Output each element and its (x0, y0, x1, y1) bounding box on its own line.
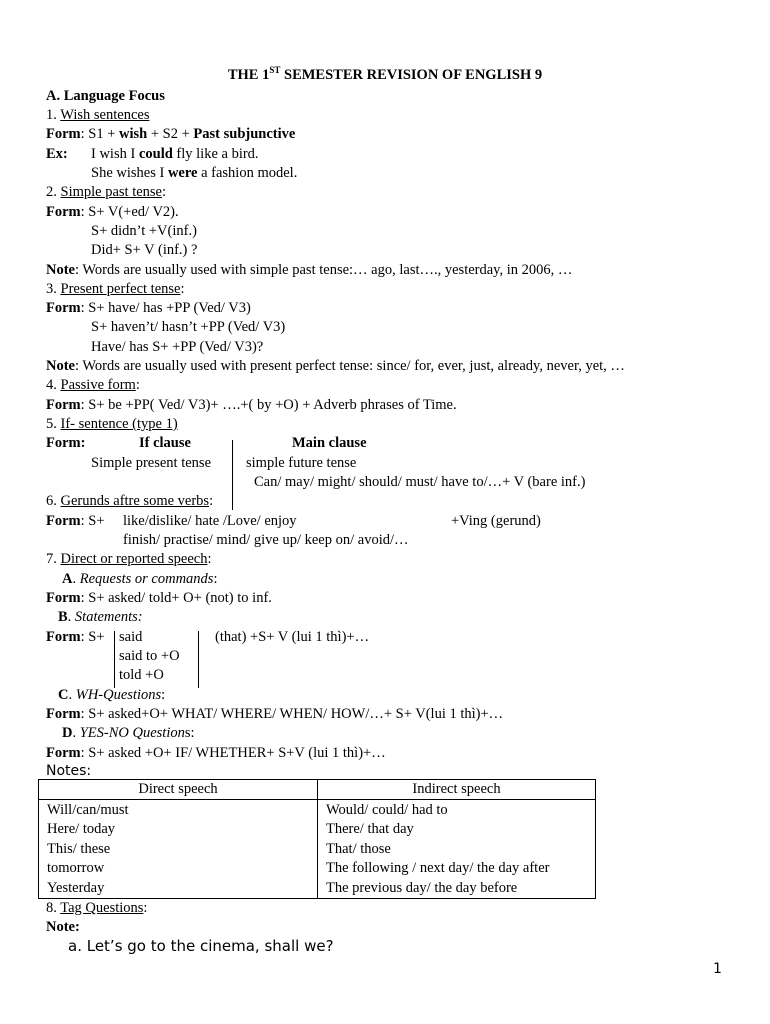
indirect-column (318, 800, 596, 899)
s1-ex1-a: I wish I (91, 146, 139, 162)
s1-heading (46, 106, 149, 125)
s7-d-form-label: Form (46, 745, 81, 761)
s2-heading (46, 183, 166, 202)
s6-verbs-2: finish/ practise/ mind/ give up/ keep on/ avoid/… (123, 532, 409, 548)
indirect-item: The previous day/ the day before (326, 879, 518, 896)
s7-heading (46, 550, 211, 569)
s5-divider (232, 440, 233, 510)
s8-colon: : (143, 900, 148, 916)
s7-b-left-bracket (114, 631, 115, 688)
s4-form-label: Form (46, 397, 81, 413)
s7-c-form (46, 705, 503, 724)
s6-title: Gerunds aftre some verbs (60, 493, 210, 509)
s5-main-2: Can/ may/ might/ should/ must/ have to/…+ V (bare inf.) (254, 474, 586, 490)
page-title (0, 66, 770, 85)
s7-b-form-label: Form (46, 629, 81, 645)
s6-num: 6. (46, 493, 61, 509)
s1-ex2-c: a fashion model. (197, 165, 298, 181)
section-a-heading-text: A. Language Focus (46, 88, 165, 104)
s7-num: 7. (46, 551, 61, 567)
direct-item: Will/can/must (47, 802, 129, 818)
s1-example-1 (91, 145, 259, 164)
direct-item: Yesterday (47, 879, 105, 896)
direct-column (39, 800, 318, 899)
s7-colon: : (207, 551, 212, 567)
s6-f-a: : S+ (80, 513, 105, 529)
s5-form-label-text: Form: (46, 435, 86, 451)
s6-verbs-1: like/dislike/ hate /Love/ enjoy (123, 513, 297, 529)
s6-ving: +Ving (gerund) (451, 513, 541, 529)
s1-form-a: : S1 + (80, 126, 120, 142)
s1-ex2-a: She wishes I (91, 165, 168, 181)
direct-item: Here/ today (47, 821, 116, 838)
s2-form-label: Form (46, 204, 81, 220)
s1-ex2-b: were (167, 165, 198, 181)
direct-item: This/ these (47, 840, 111, 857)
s1-form-d: Past subjunctive (193, 126, 296, 142)
s8-heading (46, 899, 147, 918)
table-header-row (39, 780, 596, 800)
s4-heading (46, 376, 140, 395)
s1-ex1-c: fly like a bird. (172, 146, 259, 162)
table-header-indirect: Indirect speech (318, 780, 596, 800)
s8-item-a: a. Let’s go to the cinema, shall we? (68, 937, 334, 955)
s3-heading (46, 280, 185, 299)
s7-a-heading: A. Requests or commands: (62, 571, 218, 587)
s1-form-b: wish (119, 126, 148, 142)
s6-form-label-text: Form (46, 513, 81, 529)
s4-form (46, 396, 457, 415)
s8-title: Tag Questions (60, 900, 144, 916)
s7-d-form (46, 744, 386, 763)
s6-heading (46, 492, 213, 511)
s7-c-form-label: Form (46, 706, 81, 722)
s8-note-label (46, 918, 80, 937)
s7-b-said-to: said to +O (119, 648, 180, 664)
s5-if-clause-heading (139, 434, 191, 453)
s8-num: 8. (46, 900, 61, 916)
indirect-item: Would/ could/ had to (326, 802, 448, 818)
page-number: 1 (713, 961, 722, 977)
s2-form-3: Did+ S+ V (inf.) ? (91, 242, 198, 258)
s2-form-1 (46, 203, 179, 222)
s4-f1: : S+ be +PP( Ved/ V3)+ ….+( by +O) + Adverb phrases of Time. (80, 397, 457, 413)
s3-note-label: Note (46, 358, 75, 374)
s1-ex-label-text: Ex: (46, 146, 68, 162)
s5-form-label (46, 434, 85, 453)
s7-b-label: B (58, 609, 68, 625)
speech-table (38, 779, 596, 899)
s5-main-clause-heading (292, 434, 367, 453)
s3-f1: : S+ have/ has +PP (Ved/ V3) (80, 300, 251, 316)
s3-form-label: Form (46, 300, 81, 316)
s2-note-label: Note (46, 262, 75, 278)
s5-heading (46, 415, 178, 434)
s7-d-suffix: s (184, 725, 191, 741)
s3-num: 3. (46, 281, 61, 297)
s7-a-title: Requests or commands (79, 571, 214, 587)
s1-title: Wish sentences (60, 107, 150, 123)
s7-d-form-text: : S+ asked +O+ IF/ WHETHER+ S+V (lui 1 thì)+… (80, 745, 386, 761)
s2-title: Simple past tense (60, 184, 162, 200)
s5-main-clause-text: Main clause (292, 435, 367, 451)
s7-title: Direct or reported speech (60, 551, 208, 567)
s1-form-c: + S2 + (147, 126, 194, 142)
s7-b-that-clause: (that) +S+ V (lui 1 thì)+… (215, 629, 370, 645)
s6-colon: : (209, 493, 214, 509)
s5-num: 5. (46, 416, 61, 432)
s7-c-label: C (58, 687, 69, 703)
s3-form-3: Have/ has S+ +PP (Ved/ V3)? (91, 339, 264, 355)
s7-b-said: said (119, 629, 143, 645)
s1-example-2 (91, 164, 297, 183)
s5-if-clause-text: If clause (139, 435, 191, 451)
s7-d-heading: D. YES-NO Questions: (62, 725, 195, 741)
s3-colon: : (180, 281, 185, 297)
s7-c-heading: C. WH-Questions: (58, 687, 166, 703)
s2-colon: : (162, 184, 167, 200)
s8-note-label-text: Note: (46, 919, 80, 935)
s4-title: Passive form (60, 377, 136, 393)
s1-num: 1. (46, 107, 61, 123)
s7-a-form-label: Form (46, 590, 81, 606)
title-superscript: ST (269, 65, 281, 75)
s4-num: 4. (46, 377, 61, 393)
s2-form-2: S+ didn’t +V(inf.) (91, 223, 197, 239)
s7-a-label: A (62, 571, 73, 587)
s2-note-text: : Words are usually used with simple past tense:… ago, last…., yesterday, in 2006, … (75, 262, 573, 278)
title-part-1: THE 1 (227, 67, 270, 83)
s2-f1: : S+ V(+ed/ V2). (80, 204, 179, 220)
table-header-direct: Direct speech (39, 780, 318, 800)
s2-num: 2. (46, 184, 61, 200)
s7-b-form-a: : S+ (80, 629, 105, 645)
s5-main-1: simple future tense (246, 455, 357, 471)
s7-b-heading: B. Statements: (58, 609, 143, 625)
s7-a-form (46, 589, 272, 608)
title-part-2: SEMESTER REVISION OF ENGLISH 9 (280, 67, 543, 83)
s2-note (46, 261, 572, 280)
s7-a-form-text: : S+ asked/ told+ O+ (not) to inf. (80, 590, 272, 606)
s6-form-label (46, 512, 105, 531)
s5-title: If- sentence (type 1) (60, 416, 178, 432)
s7-b-form (46, 628, 105, 647)
indirect-item: There/ that day (326, 821, 414, 838)
s1-ex1-b: could (138, 146, 173, 162)
s7-c-form-text: : S+ asked+O+ WHAT/ WHERE/ WHEN/ HOW/…+ S+ V(lui 1 thì)+… (80, 706, 504, 722)
s4-colon: : (135, 377, 140, 393)
s1-ex-label (46, 145, 68, 164)
s7-c-title: WH-Questions (75, 687, 162, 703)
table-row (39, 800, 596, 899)
s5-if-body: Simple present tense (91, 455, 212, 471)
s1-form-label: Form (46, 126, 81, 142)
indirect-item: That/ those (326, 840, 391, 857)
s7-b-right-bracket (198, 631, 199, 688)
s7-d-title: YES-NO Question (79, 725, 185, 741)
s3-note (46, 357, 625, 376)
s1-form (46, 125, 295, 144)
s7-b-told: told +O (119, 667, 164, 683)
s3-note-text: : Words are usually used with present perfect tense: since/ for, ever, just, already, never, yet, … (75, 358, 625, 374)
section-a-heading (46, 87, 165, 106)
indirect-item: The following / next day/ the day after (326, 860, 550, 877)
direct-item: tomorrow (47, 860, 105, 877)
s3-title: Present perfect tense (60, 281, 181, 297)
s7-b-title: Statements: (74, 609, 143, 625)
notes-label: Notes: (46, 763, 92, 779)
s3-form-2: S+ haven’t/ hasn’t +PP (Ved/ V3) (91, 319, 286, 335)
s7-d-label: D (62, 725, 73, 741)
s3-form-1 (46, 299, 251, 318)
